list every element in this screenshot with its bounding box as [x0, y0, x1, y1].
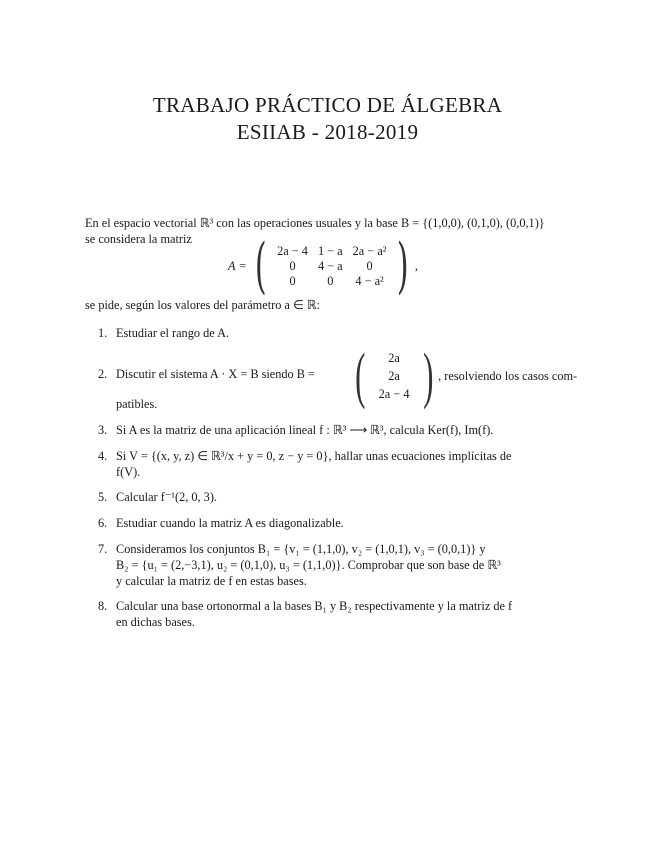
item-number: 6.: [98, 516, 108, 530]
matrix-cell: 2a − a²: [352, 243, 387, 258]
item-text: [116, 448, 576, 480]
item-text: Calcular f⁻¹(2, 0, 3).: [116, 490, 218, 504]
vector-cell: 2a − 4: [378, 386, 410, 401]
intro-line-1: En el espacio vectorial ℝ³ con las operaciones usuales y la base B = {(1,0,0), (0,1,0), (0,0,1)}: [85, 216, 545, 230]
item-text: [116, 541, 576, 589]
left-paren: (: [254, 231, 267, 301]
vector-cell: 2a: [388, 350, 400, 365]
list-item: [98, 448, 576, 480]
item-text-line: Si V = {(x, y, z) ∈ ℝ³/x + y = 0, z − y = 0}, hallar unas ecuaciones implícitas de: [116, 449, 512, 463]
item-number: 3.: [98, 423, 108, 437]
intro-after: se pide, según los valores del parámetro a ∈ ℝ:: [85, 298, 320, 312]
matrix-a: [228, 231, 418, 301]
list-item: [98, 541, 576, 589]
item-text: Si A es la matriz de una aplicación lineal f : ℝ³ ⟶ ℝ³, calcula Ker(f), Im(f).: [116, 423, 494, 437]
list-item: [98, 489, 576, 505]
item-text: Estudiar cuando la matriz A es diagonalizable.: [116, 516, 344, 530]
vector-cell: 2a: [388, 368, 400, 383]
item-text-line: en dichas bases.: [116, 615, 195, 629]
item-text-line: B₂ = {u₁ = (2,−3,1), u₂ = (0,1,0), u₃ = (1,1,0)}. Comprobar que son base de ℝ³: [116, 558, 501, 572]
item-number: 1.: [98, 326, 108, 340]
item-text-line: Calcular una base ortonormal a la bases B₁ y B₂ respectivamente y la matriz de f: [116, 599, 513, 613]
matrix-cell: 4 − a: [317, 258, 343, 273]
item-text: Discutir el sistema A · X = B siendo B =: [116, 367, 315, 381]
list-item: [98, 422, 576, 438]
item-number: 2.: [98, 367, 108, 381]
intro-line-2: se considera la matriz: [85, 232, 192, 246]
matrix-cell: 0: [327, 273, 334, 288]
left-paren: (: [355, 342, 366, 410]
item-text: [116, 598, 576, 630]
item-text-line: f(V).: [116, 465, 141, 479]
matrix-cell: 2a − 4: [277, 243, 308, 258]
matrix-label: A =: [228, 258, 247, 273]
item-number: 8.: [98, 599, 108, 613]
item-text-line: y calcular la matriz de f en estas bases.: [116, 574, 307, 588]
matrix-cell: 1 − a: [317, 243, 343, 258]
list-item-continuation: [98, 396, 576, 412]
item-text-line: Consideramos los conjuntos B₁ = {v₁ = (1,1,0), v₂ = (1,0,1), v₃ = (0,0,1)} y: [116, 542, 486, 556]
matrix-cell: 0: [366, 258, 373, 273]
document-subtitle: ESIIAB - 2018-2019: [236, 120, 419, 144]
right-paren: ): [397, 231, 410, 301]
item-number: 7.: [98, 542, 108, 556]
right-paren: ): [422, 342, 433, 410]
item-number: 4.: [98, 449, 108, 463]
list-item: [98, 598, 576, 630]
matrix-cell: 0: [289, 258, 296, 273]
matrix-cell: 0: [289, 273, 296, 288]
item-number: 5.: [98, 490, 108, 504]
item-text: Estudiar el rango de A.: [116, 326, 230, 340]
item-text: patibles.: [116, 397, 158, 411]
matrix-cell: 4 − a²: [355, 273, 384, 288]
matrix-table: [272, 244, 391, 289]
list-item: [98, 325, 576, 341]
list-item: [98, 515, 576, 531]
matrix-suffix: ,: [414, 258, 418, 273]
document-title: TRABAJO PRÁCTICO DE ÁLGEBRA: [152, 93, 503, 117]
item-text-after: , resolviendo los casos com-: [438, 368, 578, 383]
